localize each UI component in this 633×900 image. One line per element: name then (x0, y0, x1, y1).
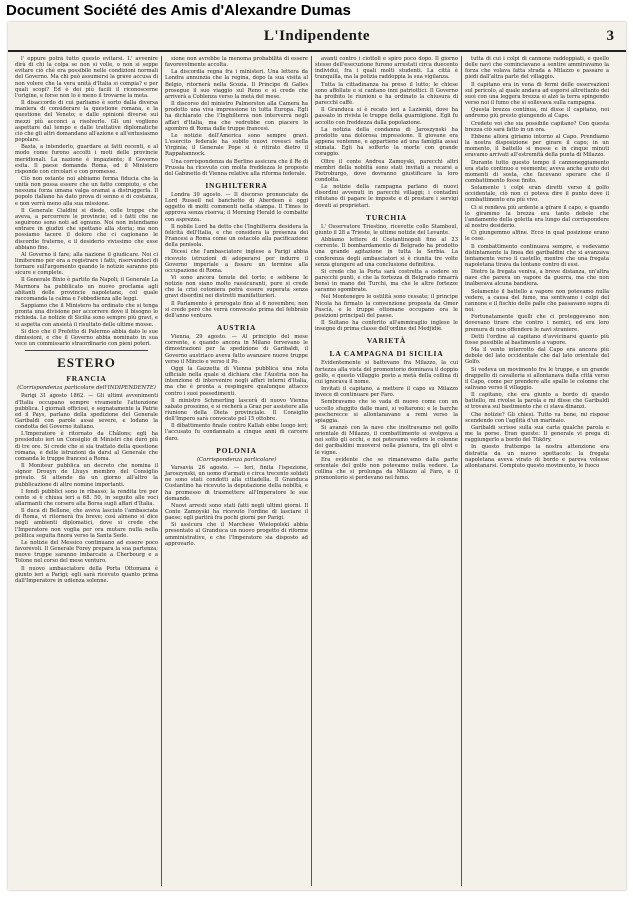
section-subheading: POLONIA (216, 445, 257, 455)
article-paragraph: Fortunatamente quelli che ci proteggevano non dovevano tirare che contro i nemici, ed era loro premura di non offendere le navi straniere. (465, 314, 609, 333)
article-paragraph: Sembravamo che io vada di nuovo come con un uccello sfuggito dalle mani, si voltarono; e le barche pescherecce si allontanavano a remi verso la spiaggia. (315, 399, 458, 424)
section-subheading: AUSTRIA (216, 323, 257, 333)
page-number: 3 (606, 28, 614, 44)
section-subheading: VARIETÀ (366, 336, 407, 346)
article-paragraph: Ci giungemmo alfine. Ecco in qual posizione erano le cose. (465, 230, 609, 243)
article-paragraph: Le notizie dell'America sono sempre gravi. L'esercito federale ha subito nuovi rovesci nella Virginia; il Generale Pope si è ritirato dietro il Rappahannock. (165, 132, 308, 158)
article-paragraph: L' Osservatore Triestino, ricevette collo Stamboul, giunto il 28 a Trieste, le ultime notizie del Levante. (315, 223, 458, 236)
article-paragraph: Parigi 31 agosto 1862. — Gli ultimi avvenimenti d'Italia occupano sempre vivamente l'attenzione pubblica. I giornali officiosi, e segnatamente la Patrie ed il Pays, parlano della spedizione del Generale Garibaldi con parole assai severe, e lodano la condotta del Governo italiano. (15, 393, 158, 431)
article-paragraph: Dicesi che l'ambasciatore inglese a Parigi abbia ricevuto istruzioni di adoperarsi per indurre il Governo imperiale a fissare un termine alla occupazione di Roma. (165, 249, 308, 274)
newspaper-title: L'Indipendente (263, 28, 371, 44)
article-paragraph: l' eppure potrà tutto questo evitarsi. L' avvenire dirà di chi la colpa se non si volle, o non si seppe evitare ciò chè era possibile nelle condizioni normali del Governo. Ma chi può assumersi la grave accusa di non volere che la vera unità d'Italia si compia? e per quali scopi? Ed è dei più facili il riconoscerne l'origine, e forse non lo è meno il trovarne la meta. (15, 56, 158, 99)
column-4 (462, 56, 612, 886)
section-heading: ESTERO (57, 355, 116, 371)
document-watermark: Document Société des Amis d'Alexandre Dumas (6, 2, 351, 19)
article-paragraph: Il discorso del ministro Palmerston alla Camera ha prodotto una viva impressione in tutta Europa. Egli ha dichiarato che l'Inghilterra non interverrà negli affari d'Italia, ma che vedrebbe con piacere lo sgombro di Roma dalle truppe francesi. (165, 101, 308, 132)
article-paragraph: Si avanzò con la nave che inoltravamo nel golfo orientale di Milazzo, il combattimento si svolgeva a noi sotto gli occhi, e noi potevamo vedere le colonne dei garibaldini muoversi nella pianura, tra gli olivi e le vigne. (315, 424, 458, 456)
article-paragraph: Il dibattimento finale contro Kallab ebbe luogo ieri; l'accusato fu condannato a cinque anni di carcere duro. (165, 423, 308, 442)
article-paragraph: Il capitano, che era giunto a bordo di questo battello, mi rivolse la parola e mi disse che Garibaldi si trovava sul bastimento che ci stava dinanzi. (465, 392, 609, 411)
article-paragraph: sione non avrebbe la menoma probabilità di essere favorevolmente accolta. (165, 56, 308, 69)
article-paragraph: La notizia della condanna di Jaroszynski ha prodotto una dolorosa impressione. Il giovane era appena ventenne, e appartiene ad una famiglia assai stimata. Egli ha sofferto la morte con grande coraggio. (315, 126, 458, 158)
article-paragraph: Varsavia 26 agosto. — Ieri, finita l'ispezione, Jaroszynski, un uomo d'armati e circa trecento soldati ne sono stati condotti alla cittadella. Il Granduca Costantino ha ricevuto la deputazione della nobiltà, e ha promesso di trasmettere all'Imperatore le sue domande. (165, 464, 308, 502)
article-paragraph: Questa brezza continua, mi disse il capitano, noi andremo più presto giungendo al Capo. (465, 107, 609, 120)
newspaper-page (8, 22, 626, 890)
article-paragraph: Abbiamo lettere di Costantinopoli fino al 23 corrente. Il bombardamento di Belgrado ha prodotto una grande agitazione in tutta la Serbia. La conferenza degli ambasciatori si è riunita tre volte senza giungere ad una conclusione definitiva. (315, 237, 458, 268)
article-paragraph: Una corrispondenza da Berlino assicura che il Re di Prussia ha ricevuto con molta freddezza le proposte del Gabinetto di Vienna relative alla riforma federale. (165, 158, 308, 177)
article-paragraph: Le notizie della campagna parlano di nuovi disordini avvenuti in parecchi villaggi; i contadini rifiutano di pagare le imposte e di prestare i servigi dovuti ai proprietari. (315, 184, 458, 209)
column-1 (12, 56, 162, 886)
article-paragraph: Era evidente che se rimanevamo dalla parte orientale del golfo non potevamo nulla vedere. La collina che si prolunga da Milazzo al Faro, e il promontorio si perdevano nel fumo. (315, 456, 458, 482)
article-paragraph: In questo frattempo la nostra attenzione era distratta da un nuovo spettacolo: la fregata napoletana aveva virato di bordo e pareva volesse allontanarsi. Compiuto questo movimento, le fuoco (465, 444, 609, 469)
article-paragraph: Il Parlamento è prorogato fino al 6 novembre; non si crede però che verrà convocato prima del febbraio dell'anno venturo. (165, 300, 308, 319)
article-paragraph: Le notizie del Messico continuano ad essere poco favorevoli. Il Generale Forey prepara la sua partenza; nuove truppe saranno imbarcate a Cherbourg e a Tolone nel corso del mese venturo. (15, 539, 158, 565)
text-columns (12, 56, 622, 886)
article-paragraph: Nel Montenegro le ostilità sono cessate; il principe Nicola ha firmato la convenzione proposta da Omer Pascià, e le truppe ottomane occupano ora le posizioni principali del paese. (315, 294, 458, 319)
article-paragraph: Garibaldi scrisse sulla sua carta qualche parola e me la porse. Eran queste: Il generale vi prega di raggiungerlo a bordo del Tüköry. (465, 424, 609, 444)
section-subheading: LA CAMPAGNA DI SICILIA (329, 349, 444, 359)
article-paragraph: Il duca di Bellune, che aveva lasciato l'ambasciata di Roma, vi ritornerà fra breve; così almeno si dice negli ambienti diplomatici, dove si crede che l'Imperatore non voglia per ora mutare nulla nella politica seguita finora verso la Santa Sede. (15, 508, 158, 539)
article-paragraph: Si vedeva un movimento fra le truppe, e un grande drappello di cavalleria si allontanava dalla città verso il Capo, come per prendere alle spalle le colonne che salivano verso il villaggio. (465, 366, 609, 391)
column-2 (162, 56, 312, 886)
article-paragraph: L'Imperatore è ritornato da Châlons; egli ha presieduto ieri un Consiglio di Ministri che durò più di tre ore. Si crede che si sia trattato della questione romana, e delle istruzioni da darsi al Generale che comanda le truppe francesi a Roma. (15, 431, 158, 462)
article-paragraph: Durante tutto questo tempo il cannoneggiamento era stato continuo e veemente; aveva anche avuto dei momenti di sosta, che facevano sperare che il combattimento fosse finito. (465, 159, 609, 184)
article-paragraph: Ciò non ostante noi abbiamo ferma fiducia che la unità non possa essere che un fatto compiuto, e che nessuna forza umana valga oramai a distruggerla. Il popolo italiano ha dato prova di senno e di costanza, e non verrà meno alla sua missione. (15, 175, 158, 207)
article-paragraph: Solamente i colpi eran diretti verso il golfo occidentale, ciò non ci poteva dire il punto dove il combattimento era più vivo. (465, 185, 609, 204)
article-paragraph: Dietro la fregata veniva, a breve distanza, un'altra nave che pareva un vapore da guerra, ma che non inalberava alcuna bandiera. (465, 269, 609, 288)
masthead (8, 26, 626, 52)
article-paragraph: Solamente il battello a vapore non potevamo nulla vedere, a causa del fumo, ma sentivamo i colpi del cannone e il fischio delle palle che passavano sopra di noi. (465, 288, 609, 314)
article-paragraph: Il Moniteur pubblica un decreto che nomina il signor Drouyn de Lhuys membro del Consiglio privato. Si attende da un giorno all'altro la pubblicazione di altre nomine importanti. (15, 463, 158, 488)
article-paragraph: Vi sono ancora tenute del torto; e sebbene le notizie non siano molto rassicuranti, pure si crede che la crisi cotoniera potrà essere superata senza gravi disordini nei distretti manifatturieri. (165, 275, 308, 300)
article-paragraph: Evidentemente si battevano fra Milazzo, la cui fortezza alla vista del promontorio dominava il doppio golfo, e questo villaggio posto a metà della collina di cui ignorava il nome. (315, 360, 458, 385)
article-paragraph: Oggi la Gazzetta di Vienna pubblica una nota ufficiale nella quale si dichiara che l'Austria non ha intenzione di intervenire negli affari interni d'Italia, ma che è pronta a respingere qualunque attacco contro i suoi possedimenti. (165, 365, 308, 397)
article-paragraph: Ci si rendeva più ardente a girare il capo, e quando lo girammo la brezza era tanto debole che l'andamento della goletta era lungo dal corrispondere al nostro desiderio. (465, 204, 609, 230)
article-paragraph: avanti contro i ciottoli e spiro poco dopo. Il giorno stesso dell'esecuzione furono arrestati circa duecento individui, fra i quali molti studenti. La città è tranquilla, ma la polizia raddoppia la sua vigilanza. (315, 56, 458, 81)
article-paragraph: Credete voi che sia possibile capitano? Con questa brezza ciò sarà fatto in un ora. (465, 120, 609, 133)
section-subheading: FRANCIA (66, 374, 107, 384)
section-subheading: INGHILTERRA (205, 180, 268, 190)
article-paragraph: Il Sultano ha conferito all'ammiraglio inglese le insegne di prima classe dell'ordine del Medjidié. (315, 320, 458, 333)
article-paragraph: Si assicura che il Marchese Wielopolski abbia presentato al Granduca un nuovo progetto di riforme amministrative, e che l'Imperatore sia disposto ad approvarlo. (165, 522, 308, 547)
article-paragraph: Il capitano era in vena di fermi delle osservazioni sul pericolo, al quale andava ad esporsi altrettanto dei suoi con una leggera brezza si alzò la terra spingendo verso noi il fumo che si sollevava sulla campagna. (465, 81, 609, 107)
article-paragraph: Nuovi arresti sono stati fatti negli ultimi giorni. Il Conte Zamoyski ha ricevuto l'ordine di lasciare il paese; egli partirà fra pochi giorni per Parigi. (165, 502, 308, 522)
column-3 (312, 56, 462, 886)
article-paragraph: Vienna, 29 agosto. — Al principio del mese corrente, e quando ancora in Milano fervevano le dimostrazioni per la spedizione di Garibaldi, il Governo austriaco aveva fatto avanzare nuove truppe verso il Mincio e verso il Po. (165, 334, 308, 365)
article-paragraph: Si crede che la Porta sarà costretta a cedere su parecchi punti, e che la fortezza di Belgrado rimarrà bensì in mano dei Turchi, ma che le altre fortezze saranno sgombrate. (315, 268, 458, 294)
article-paragraph: Il Granduca si è recato ieri a Lazienki, dove ha passato in rivista le truppe della guarnigione. Egli fu accolto con freddezza dalla popolazione. (315, 107, 458, 126)
article-paragraph: Il combattimento continuava sempre, e vedevamo distintamente la linea dei garibaldini che si avanzava lentamente verso il castello, mentre che una fregata napoletana tirava da lontano contro di essi. (465, 243, 609, 268)
article-paragraph: Al Governo il fare; alla nazione il giudicare. Noi ci limiteremo per ora a registrare i fatti, riservandoci di tornare sull'argomento quando le notizie saranno più sicure e complete. (15, 251, 158, 277)
article-paragraph: tutta di cui i colpi di cannone raddoppiati, e quello delle navi che cominciavano a sentire ammiravamo la forza che volava fatta strada a Milazzo e passare a piedi dall'altra parte del villaggio. (465, 56, 609, 81)
section-subheading: TURCHIA (365, 212, 408, 222)
article-paragraph: Ma il vento interrotto dal Capo era ancora più debole del lato occidentale che dal lato orientale del Golfo. (465, 347, 609, 366)
article-paragraph: Invitati il capitano, a mettere il capo su Milazzo invece di continuare per Faro. (315, 386, 458, 399)
article-paragraph: Sappiamo che il Ministero ha ordinato che si tenga pronta una divisione per accorrere dove il bisogno lo richieda. Le notizie di Sicilia sono sempre più gravi, e si aspetta con ansietà il risultato delle ultime mosse. (15, 303, 158, 328)
correspondence-note: (Corrispondenza particolare dell'INDIPENDENTE) (17, 385, 156, 392)
article-paragraph: Si dice che il Prefetto di Palermo abbia dato le sue dimissioni, e che il Governo abbia nominato in sua vece un commissario straordinario con pieni poteri. (15, 328, 158, 348)
article-paragraph: Il disaccordo di cui parliamo è sorto dalla diversa maniera di considerare la questione romana, e la questione del Veneto; e dalle opinioni diverse sui mezzi più acconci a risolverle. Gli uni vogliono aspettare dal tempo e dalle trattative diplomatiche ciò che gli altri domandano all'azione e all'entusiasmo popolare. (15, 100, 158, 144)
article-paragraph: Il ministro Schmerling lascerà di nuovo Vienna sabato prossimo, e si recherà a Graz per assistere alla riunione della Dieta provinciale. Il Consiglio dell'Impero sarà convocato pel 15 ottobre. (165, 397, 309, 423)
article-paragraph: Oltre il conte Andrea Zamoyski, parecchi altri membri della nobiltà sono stati invitati a recarsi a Pietroburgo, dove dovranno giustificare la loro condotta. (315, 158, 458, 183)
article-paragraph: Londra 30 agosto. — Il discorso pronunciato da Lord Russell nel banchetto di Aberdeen è oggi oggetto di molti commenti nella stampa. Il Times lo approva senza riserva; il Morning Herald lo combatte con asprezza. (165, 191, 308, 223)
article-paragraph: Tutta la cittadinanza ha preso il lutto; le chiese sono affollate e si cantano inni patriottici. Il Governo ha proibito le riunioni e ha ordinato la chiusura di parecchi caffè. (315, 81, 458, 107)
article-paragraph: Il Generale Bixio è partito da Napoli; il Generale La Marmora ha pubblicato un nuovo proclama agli abitanti delle provincie napoletane, col quale raccomanda la calma e l'obbedienza alle leggi. (15, 277, 158, 302)
article-paragraph: Che notizie? Gli chiesi. Tutto va bene, mi rispose scendendo con l'agilità d'un marinaio. (465, 411, 609, 424)
article-paragraph: Il Generale Cialdini si diede, colle truppe che aveva, a percorrere le provincie; ed i fatti che ne seguirono sono noti ad ognuno. Noi non intendiamo entrare in giudizi che spettano alla storia; ma non possiamo tacere il dolore che ci cagionano le discordie fraterne, e il desiderio vivissimo che esse abbiano fine. (15, 207, 158, 251)
correspondence-note: (Corrispondenza particolare) (196, 456, 277, 463)
article-paragraph: I fondi pubblici sono in ribasso; la rendita tre per cento si è chiusa ieri a 68. 50, in seguito alle voci allarmanti che corsero alla Borsa sugli affari d'Italia. (15, 488, 158, 507)
article-paragraph: La discordia regna fra i ministeri. Una lettera da Londra annunzia che la regina, dopo la sua visita al Belgio, ritornerà nella Scozia. Il Principe di Galles prosegue il suo viaggio sul Reno e si crede che arriverà a Coblenza verso la metà del mese. (165, 69, 308, 100)
article-paragraph: Il nobile Lord ha detto che l'Inghilterra desidera la felicità dell'Italia, e che considera la presenza dei Francesi a Roma come un ostacolo alla pacificazione della penisola. (165, 223, 308, 249)
article-paragraph: Detti l'ordine al capitano d'avvicinarsi quanto più fosse possibile al bastimento a vapore. (465, 333, 609, 346)
article-paragraph: Basta, a intenderlo, guardare ai fatti recenti, e al modo come furono accolti i moti delle provincie meridionali. La nazione è impaziente; il Governo esita. Il paese domanda Roma, ed il Ministero risponde con circolari e con promesse. (15, 144, 158, 175)
section-divider (25, 350, 148, 351)
article-paragraph: Ebbene allora giriamo intorno al Capo. Prendiamo la nostra disposizione per girare il capo; in un momento, il battello si mosse e in cinque minuti eravamo arrivati all'estremità della punta di Milazzo. (465, 133, 609, 159)
article-paragraph: Il nuovo ambasciatore della Porta Ottomana è giunto ieri a Parigi; egli sarà ricevuto quanto prima dall'Imperatore in udienza solenne. (15, 565, 158, 584)
